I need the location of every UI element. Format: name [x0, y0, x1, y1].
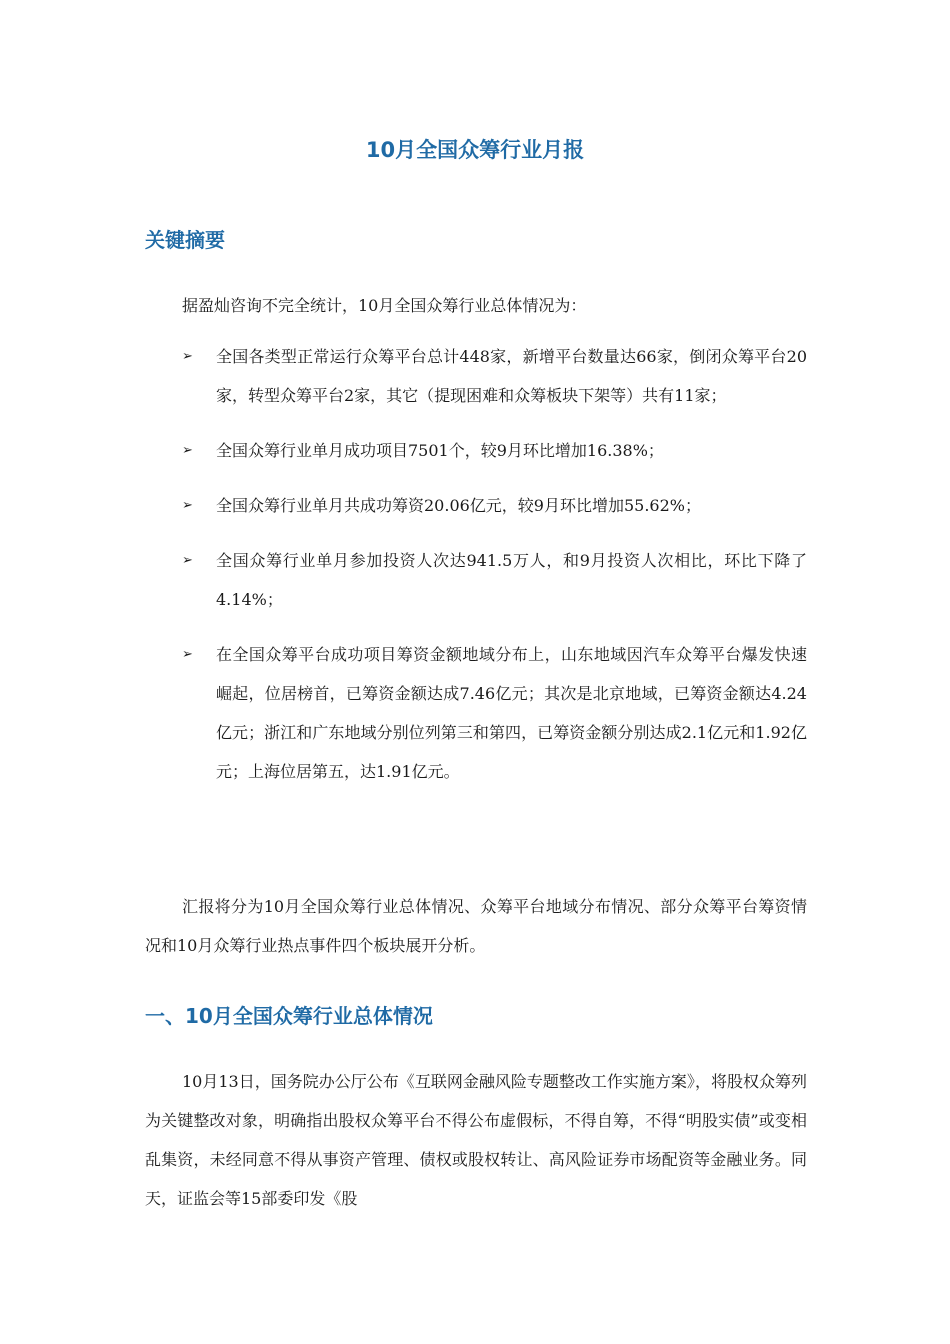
bullet-text: 全国众筹行业单月参加投资人次达941.5万人，和9月投资人次相比，环比下降了4.14%； — [216, 551, 807, 609]
report-title: 10月全国众筹行业月报 — [365, 138, 585, 162]
summary-bullet-list — [145, 337, 807, 807]
arrow-bullet-icon: ➢ — [182, 553, 193, 568]
list-item — [145, 337, 807, 415]
summary-closing: 汇报将分为10月全国众筹行业总体情况、众筹平台地域分布情况、部分众筹平台筹资情况和10月众筹行业热点事件四个板块展开分析。 — [145, 897, 807, 955]
bullet-text: 全国众筹行业单月成功项目7501个，较9月环比增加16.38%； — [216, 441, 664, 460]
arrow-bullet-icon: ➢ — [182, 647, 193, 662]
arrow-bullet-icon: ➢ — [182, 443, 193, 458]
list-item — [145, 486, 807, 525]
section-heading-summary: 关键摘要 — [145, 228, 225, 252]
arrow-bullet-icon: ➢ — [182, 349, 193, 364]
bullet-text: 全国众筹行业单月共成功筹资20.06亿元，较9月环比增加55.62%； — [216, 496, 701, 515]
list-item — [145, 431, 807, 470]
bullet-text: 在全国众筹平台成功项目筹资金额地域分布上，山东地域因汽车众筹平台爆发快速崛起，位居榜首，已筹资金额达成7.46亿元；其次是北京地域，已筹资金额达4.24亿元；浙江和广东地域分别位列第三和第四，已筹资金额分别达成2.1亿元和1.92亿元；上海位居第五，达1.91亿元。 — [216, 645, 807, 781]
bullet-text: 全国各类型正常运行众筹平台总计448家，新增平台数量达66家，倒闭众筹平台20家，转型众筹平台2家，其它（提现困难和众筹板块下架等）共有11家； — [216, 347, 807, 405]
section-heading-overview: 一、10月全国众筹行业总体情况 — [145, 1004, 433, 1028]
arrow-bullet-icon: ➢ — [182, 498, 193, 513]
list-item — [145, 541, 807, 619]
summary-intro: 据盈灿咨询不完全统计，10月全国众筹行业总体情况为： — [182, 296, 587, 315]
section-one-body: 10月13日，国务院办公厅公布《互联网金融风险专题整改工作实施方案》，将股权众筹列为关键整改对象，明确指出股权众筹平台不得公布虚假标，不得自筹，不得“明股实债”或变相乱集资，未经同意不得从事资产管理、债权或股权转让、高风险证券市场配资等金融业务。同天，证监会等15部委印发《股 — [145, 1072, 807, 1208]
list-item — [145, 635, 807, 791]
